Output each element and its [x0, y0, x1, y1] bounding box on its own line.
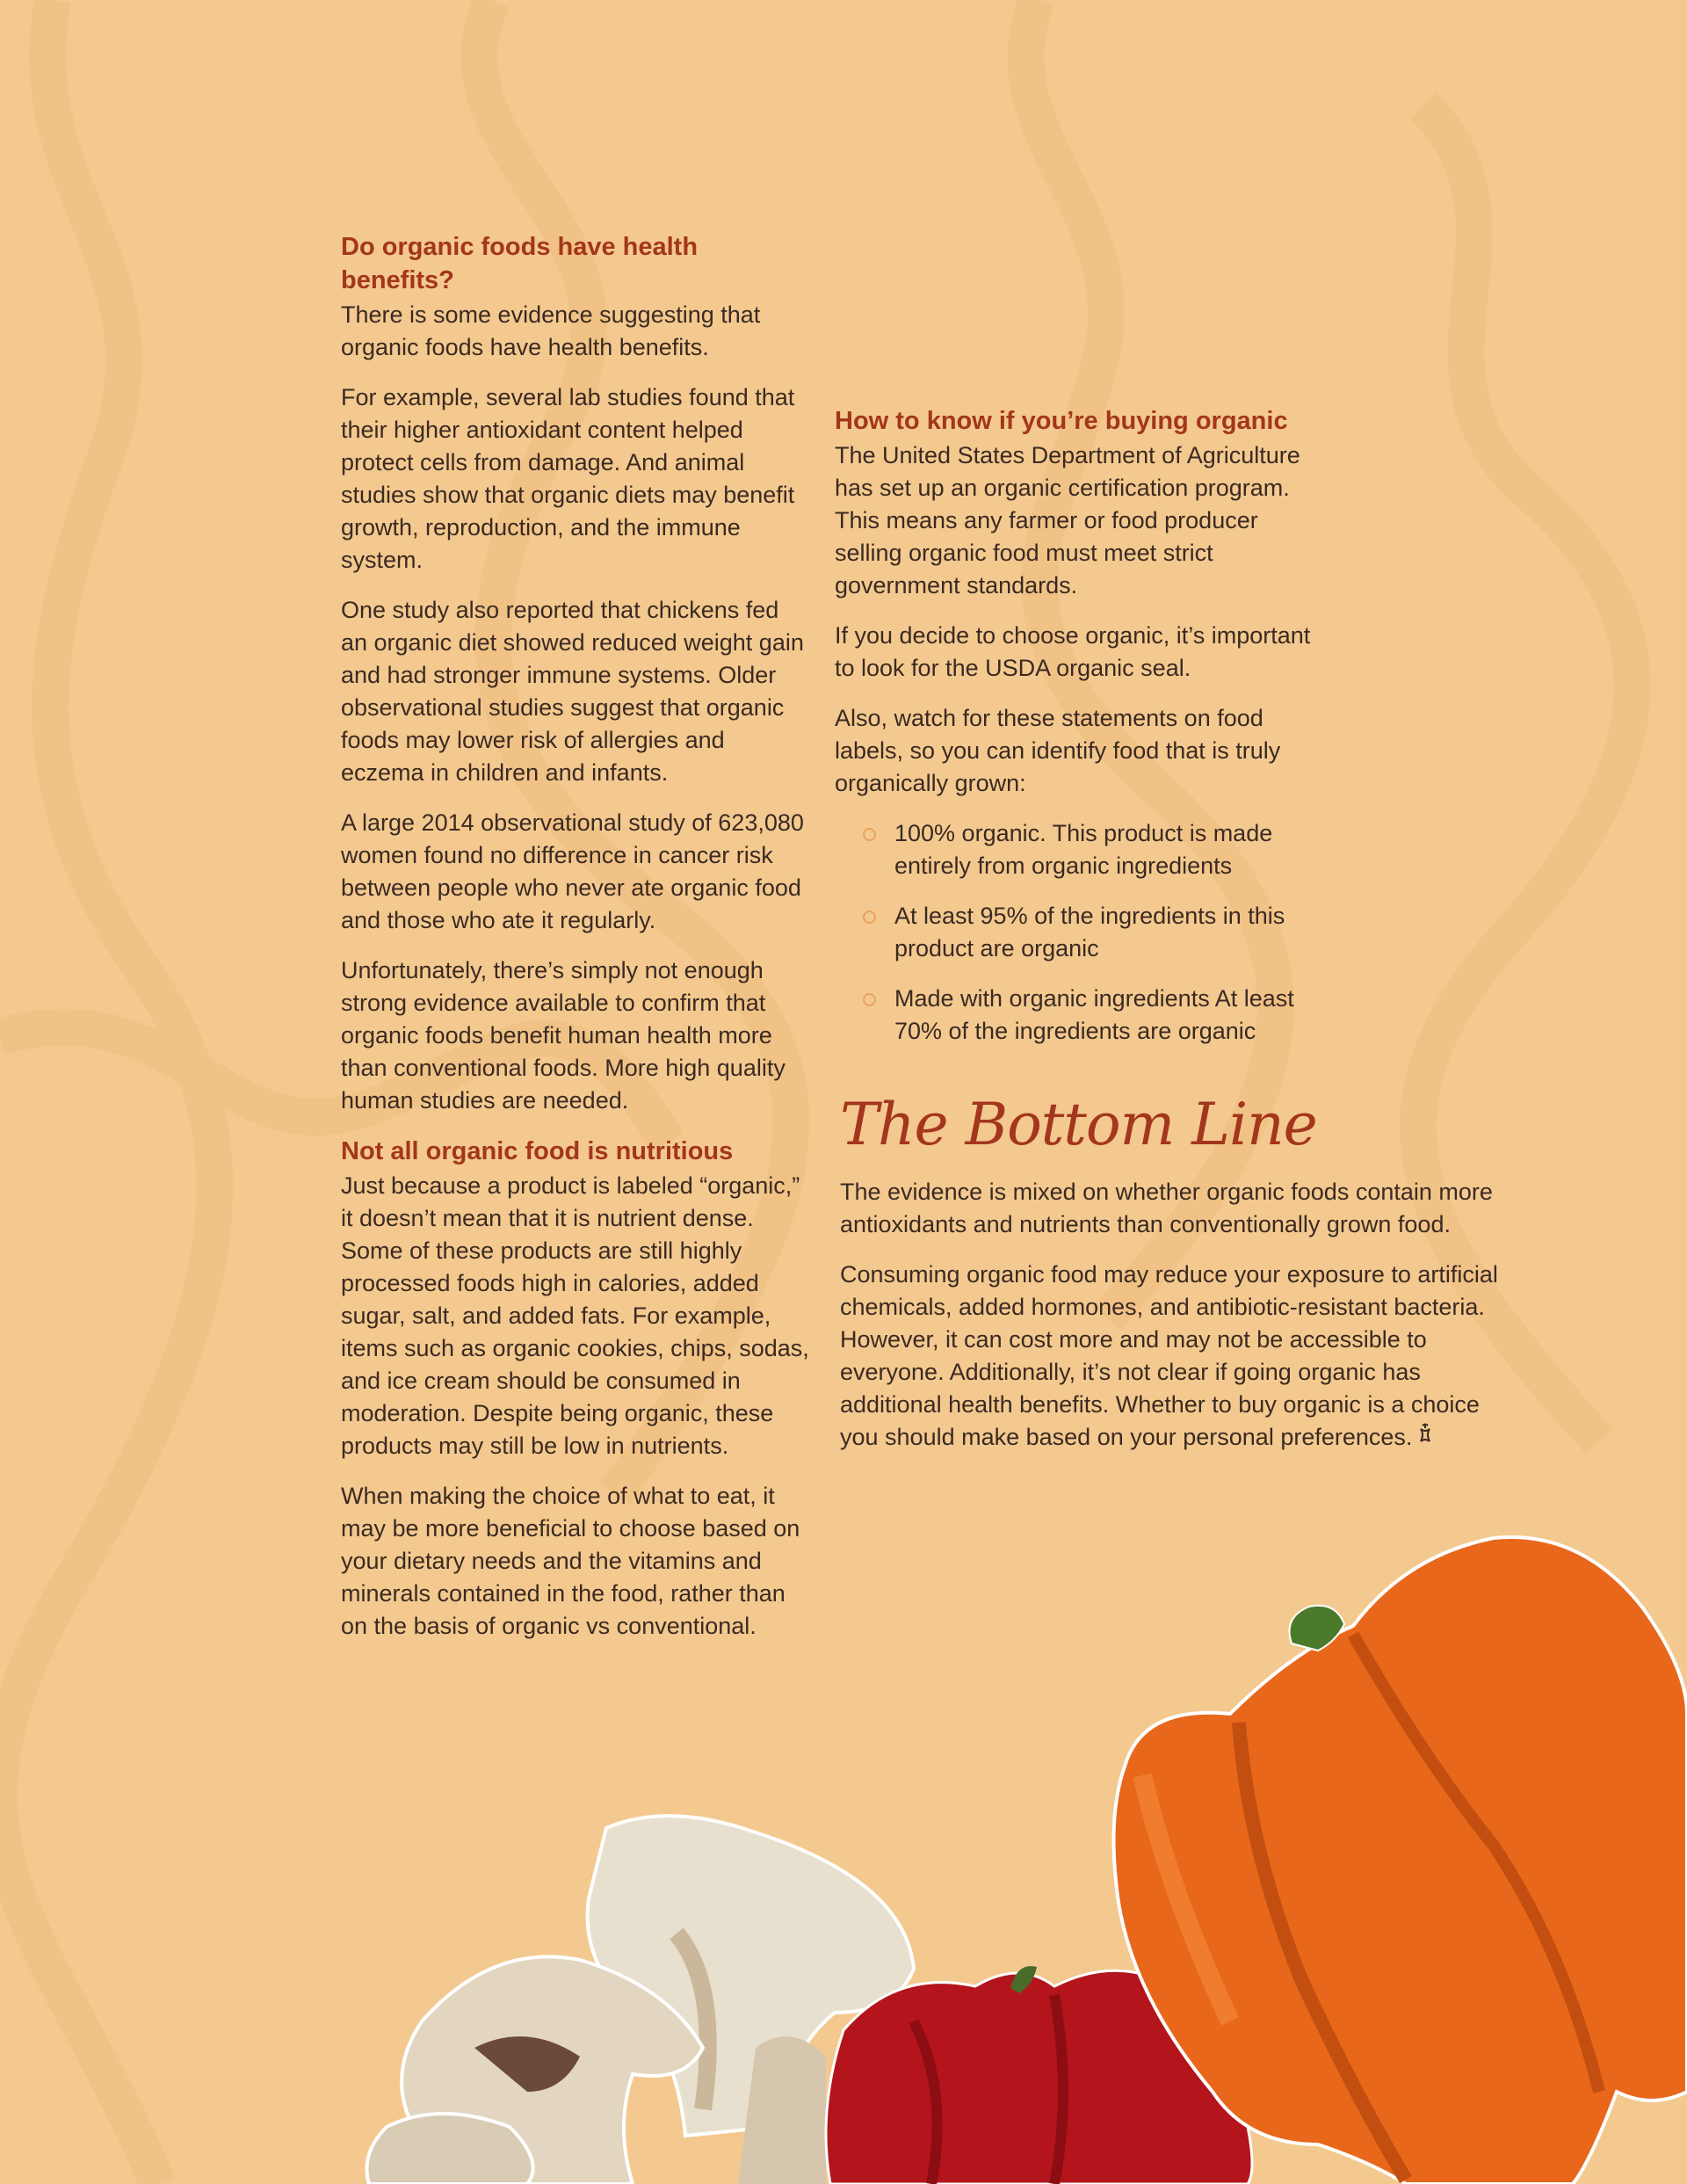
paragraph: Unfortunately, there’s simply not enough strong evidence available to confirm that organic foods benefit human health more than conventional foods. More high quality human studies are needed.	[341, 957, 786, 1114]
paragraph: Just because a product is labeled “organic,” it doesn’t mean that it is nutrient dense. Some of these products are still highly processed foods high in calories, added sugar, salt, and added fats. For example, items such as organic cookies, chips, sodas, and ice cream should be consumed in moderation. Despite being organic, these products may still be low in nutrients.	[341, 1172, 809, 1459]
bullet-circle-icon	[863, 828, 876, 841]
label-statements-list	[835, 817, 1331, 1048]
bottom-line-section	[840, 1090, 1517, 1471]
section-heading-not-nutritious: Not all organic food is nutritious	[341, 1137, 734, 1165]
paragraph: If you decide to choose organic, it’s important to look for the USDA organic seal.	[835, 622, 1311, 681]
paragraph: For example, several lab studies found that their higher antioxidant content helped protect cells from damage. And animal studies show that organic diets may benefit growth, reproduction, and the immune system.	[341, 384, 795, 573]
paragraph: When making the choice of what to eat, it may be more beneficial to choose based on your dietary needs and the vitamins and minerals contained in the food, rather than on the basis of organic vs conventional.	[341, 1483, 800, 1639]
list-item: At least 95% of the ingredients in this product are organic	[894, 900, 1331, 965]
paragraph: There is some evidence suggesting that organic foods have health benefits.	[341, 301, 761, 360]
list-item: Made with organic ingredients At least 70% of the ingredients are organic	[894, 983, 1331, 1048]
section-heading-buying-organic: How to know if you’re buying organic	[835, 407, 1288, 435]
paragraph: One study also reported that chickens fed an organic diet showed reduced weight gain and had stronger immune systems. Older observational studies suggest that organic foods may lower risk of allergies and eczema in children and infants.	[341, 597, 804, 786]
left-column	[341, 230, 811, 1660]
paragraph: Consuming organic food may reduce your exposure to artificial chemicals, added hormones, and antibiotic-resistant bacteria. However, it can cost more and may not be accessible to everyone. Additionally, it’s not clear if going organic has additional health benefits. Whether to buy organic is a choice you should make based on your personal preferences.	[840, 1261, 1498, 1450]
right-column	[835, 404, 1331, 1065]
section-heading-health-benefits: Do organic foods have health benefits?	[341, 233, 699, 294]
vegetables-illustration	[0, 1477, 1687, 2184]
bullet-circle-icon	[863, 911, 876, 924]
paragraph: Also, watch for these statements on food labels, so you can identify food that is truly organically grown:	[835, 705, 1281, 796]
list-item: 100% organic. This product is made entirely from organic ingredients	[894, 817, 1331, 882]
paragraph: A large 2014 observational study of 623,080 women found no difference in cancer risk between people who never ate organic food and those who ate it regularly.	[341, 809, 804, 933]
bullet-circle-icon	[863, 993, 876, 1006]
paragraph: The evidence is mixed on whether organic foods contain more antioxidants and nutrients than conventionally grown food.	[840, 1179, 1493, 1237]
apple-core-icon	[1415, 1422, 1435, 1448]
paragraph: The United States Department of Agriculture has set up an organic certification program. This means any farmer or food producer selling organic food must meet strict government standards.	[835, 442, 1300, 599]
bottom-line-title: The Bottom Line	[840, 1091, 1317, 1158]
